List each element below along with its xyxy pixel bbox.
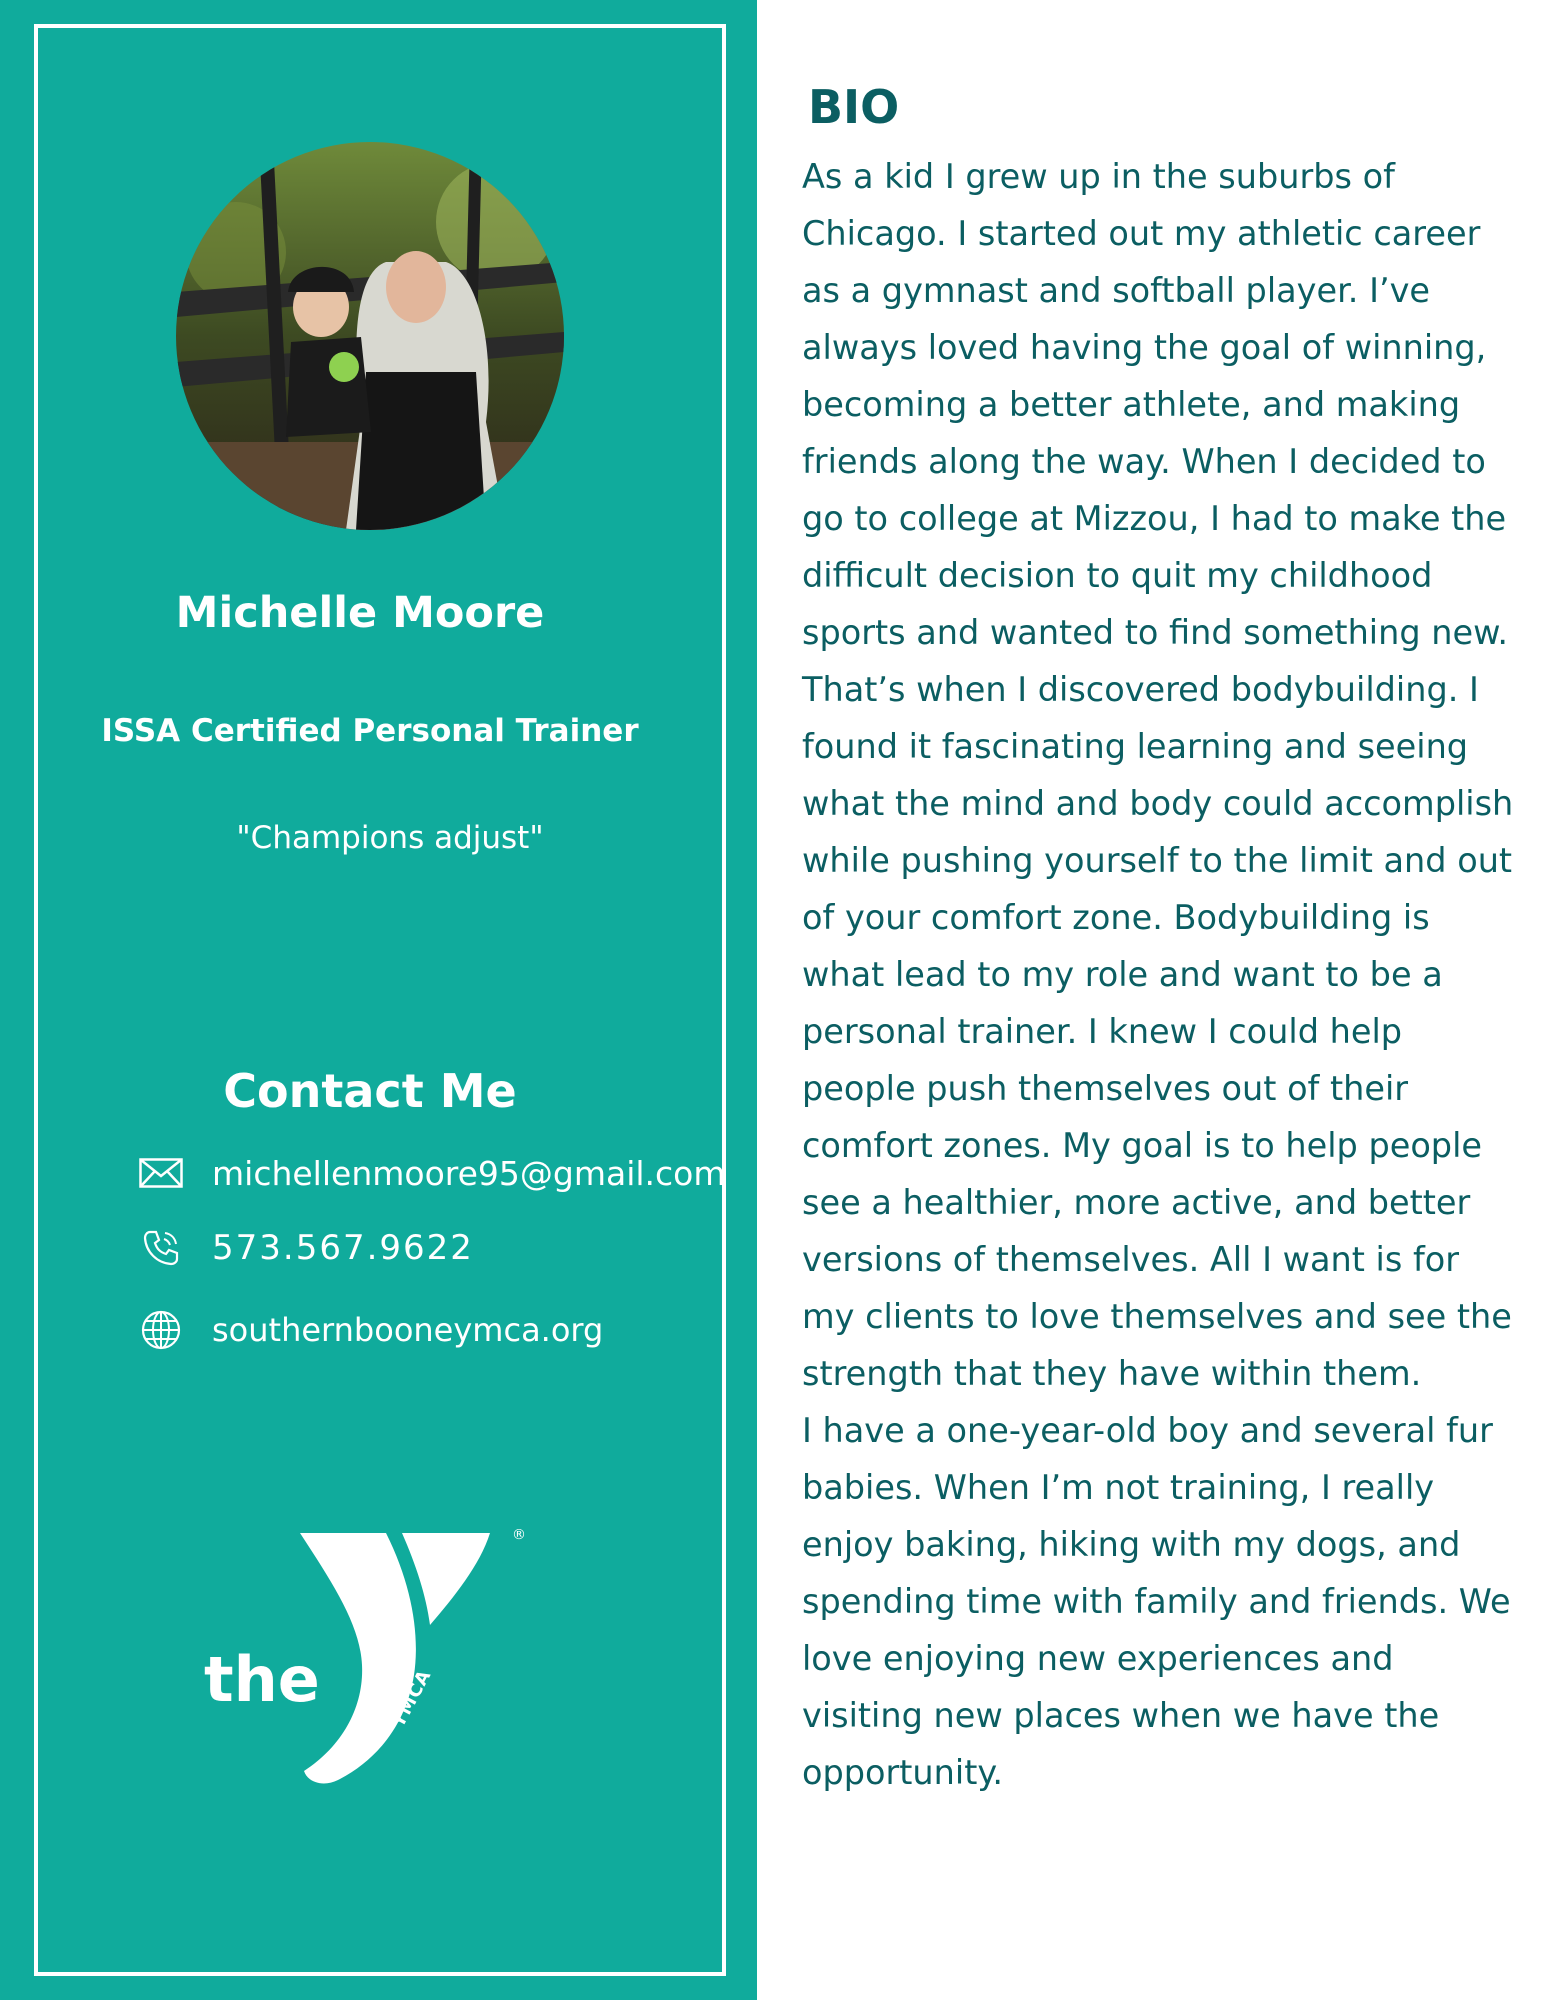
bio-paragraph-1: As a kid I grew up in the suburbs of Chicago. I started out my athletic career as a gymnast and softball player. I’ve always loved having the goal of winning, becoming a better athlete, and making friends along the way. When I decided to go to college at Mizzou, I had to make the difficult decision to quit my childhood sports and wanted to find something new. That’s when I discovered bodybuilding. I found it fascinating learning and seeing what the mind and body could accomplish while pushing yourself to the limit and out of your comfort zone. Bodybuilding is what lead to my role and want to be a personal trainer. I knew I could help people push themselves out of their comfort zones. My goal is to help people see a healthier, more active, and better versions of themselves. All I want is for my clients to love themselves and see the strength that they have within them. <box>802 157 1514 1393</box>
envelope-icon <box>138 1153 184 1193</box>
ymca-logo <box>204 1525 544 1785</box>
sidebar <box>0 0 757 2000</box>
contact-website[interactable] <box>138 1310 603 1350</box>
contact-heading: Contact Me <box>223 1064 517 1118</box>
logo-the-text: the <box>204 1643 320 1716</box>
bio-paragraph-2: I have a one-year-old boy and several fur babies. When I’m not training, I really enjoy baking, hiking with my dogs, and spending time with family and friends. We love enjoying new experiences and visiting new places when we have the opportunity. <box>802 1411 1511 1792</box>
logo-ymca-text: YMCA <box>388 1666 436 1731</box>
phone-icon <box>138 1228 184 1268</box>
profile-photo <box>176 142 564 530</box>
bio-text <box>802 148 1522 1801</box>
trainer-certification: ISSA Certified Personal Trainer <box>101 713 639 749</box>
trainer-quote: "Champions adjust" <box>236 820 544 856</box>
ymca-y-mark <box>294 1525 514 1785</box>
contact-email[interactable] <box>138 1153 726 1193</box>
contact-phone[interactable] <box>138 1228 474 1268</box>
registered-mark: ® <box>512 1527 526 1543</box>
phone-number[interactable]: 573.567.9622 <box>212 1228 474 1268</box>
email-link[interactable]: michellenmoore95@gmail.com <box>212 1153 726 1193</box>
bio-heading: BIO <box>808 80 900 134</box>
website-link[interactable]: southernbooneymca.org <box>212 1311 604 1349</box>
avatar <box>176 142 564 530</box>
trainer-name: Michelle Moore <box>175 588 545 638</box>
globe-icon <box>138 1310 184 1350</box>
